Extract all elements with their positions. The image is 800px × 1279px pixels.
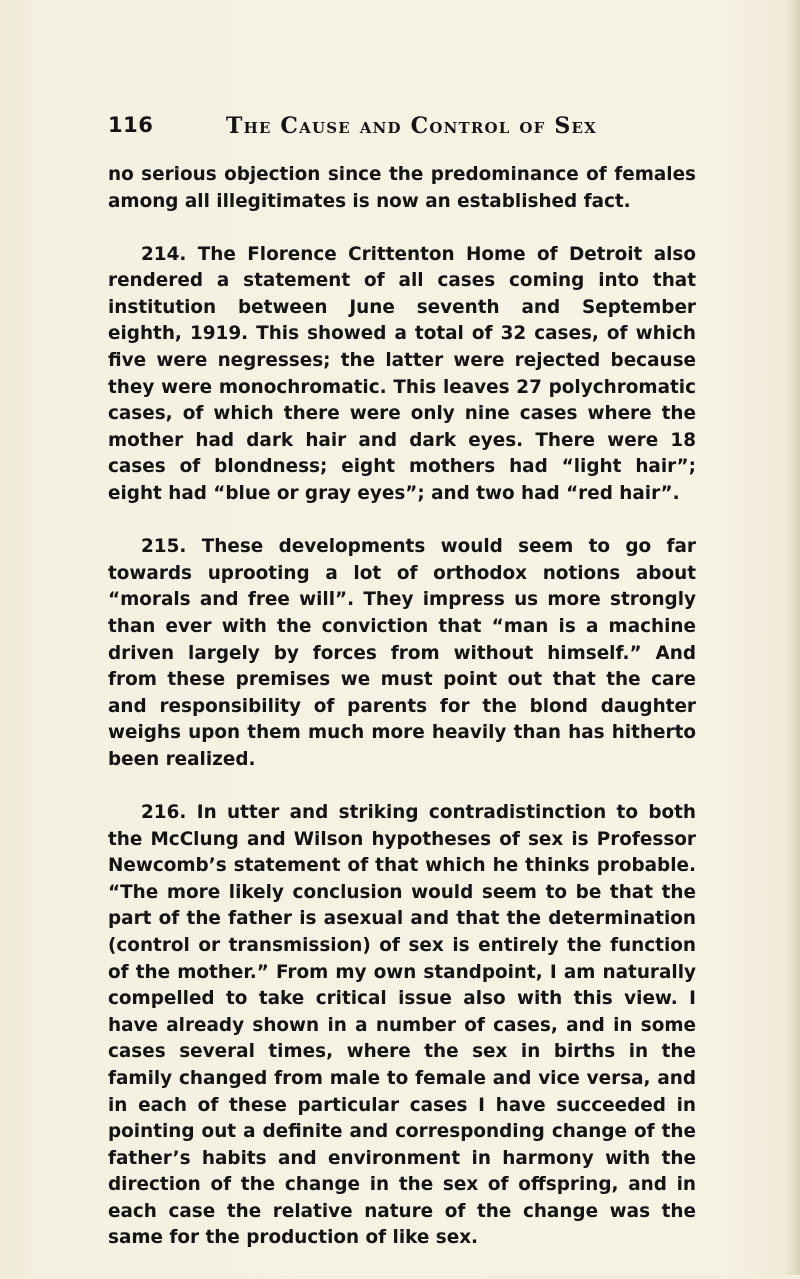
running-header — [108, 113, 688, 145]
paragraph-214: 214. The Florence Crittenton Home of Detroit also rendered a statement of all cases coming into that institution between June seventh and September eighth, 1919. This showed a total of 32 cases, of which five were negresses; the latter were rejected because they were monochromatic. This leaves 27 polychromatic cases, of which there were only nine cases where the mother had dark hair and dark eyes. There were 18 cases of blondness; eight mothers had “light hair”; eight had “blue or gray eyes”; and two had “red hair”. — [108, 243, 696, 505]
running-title: The Cause and Control of Sex — [226, 113, 597, 139]
body-text — [108, 162, 696, 1279]
paragraph-216: 216. In utter and striking contradistinction to both the McClung and Wilson hypotheses of sex is Professor Newcomb’s statement of that which he thinks probable. “The more likely conclusion would seem to be that the part of the father is asexual and that the determination (control or transmission) of sex is entirely the function of the mother.” From my own standpoint, I am naturally compelled to take critical issue also with this view. I have already shown in a number of cases, and in some cases several times, where the sex in births in the family changed from male to female and vice versa, and in each of these particular cases I have succeeded in pointing out a definite and corresponding change of the father’s habits and environment in harmony with the direction of the change in the sex of offspring, and in each case the relative nature of the change was the same for the production of like sex. — [108, 801, 696, 1249]
paragraph-continuation: no serious objection since the predominance of females among all illegitimates is now an established fact. — [108, 164, 696, 212]
paragraph-215: 215. These developments would seem to go far towards uprooting a lot of orthodox notions about “morals and free will”. They impress us more strongly than ever with the conviction that “man is a machine driven largely by forces from without himself.” And from these premises we must point out that the care and responsibility of parents for the blond daughter weighs upon them much more heavily than has hitherto been realized. — [108, 536, 696, 770]
page-number: 116 — [108, 113, 154, 137]
page-edge-shadow — [786, 0, 800, 1275]
